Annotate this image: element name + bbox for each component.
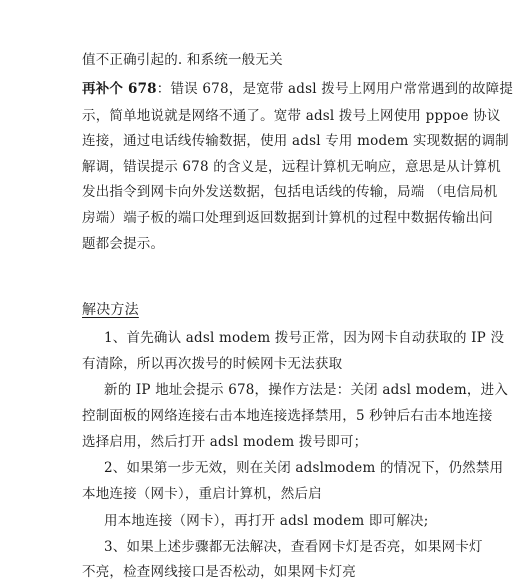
supplement-first-line — [82, 79, 513, 99]
intro-line: 值不正确引起的. 和系统一般无关 — [82, 52, 283, 68]
solution-line: 3、如果上述步骤都无法解决，查看网卡灯是否亮，如果网卡灯 — [104, 539, 483, 555]
solution-line: 本地连接（网卡），重启计算机，然后启 — [82, 486, 322, 502]
solution-line: 用本地连接（网卡），再打开 adsl modem 即可解决; — [104, 513, 429, 529]
solution-line: 新的 IP 地址会提示 678，操作方法是：关闭 adsl modem，进入 — [104, 382, 509, 398]
solution-line: 不亮，检查网线接口是否松动，如果网卡灯亮 — [82, 564, 356, 580]
solution-line: 1、首先确认 adsl modem 拨号正常，因为网卡自动获取的 IP 没 — [104, 330, 505, 346]
supplement-text: ：错误 678，是宽带 adsl 拨号上网用户常常遇到的故障提 — [156, 81, 513, 97]
supplement-line: 解调，错误提示 678 的含义是，远程计算机无响应，意思是从计算机 — [82, 159, 501, 175]
supplement-line: 发出指令到网卡向外发送数据，包括电话线的传输，局端 （电信局机 — [82, 184, 498, 200]
solution-line: 2、如果第一步无效，则在关闭 adslmodem 的情况下，仍然禁用 — [104, 460, 504, 476]
solution-line: 有清除，所以再次拨号的时候网卡无法获取 — [82, 356, 343, 372]
solution-line: 选择启用，然后打开 adsl modem 拨号即可； — [82, 434, 368, 450]
supplement-line: 题都会提示。 — [82, 236, 165, 252]
supplement-line: 房端）端子板的端口处理到返回数据到计算机的过程中数据传输出问 — [82, 210, 493, 226]
supplement-line: 示，简单地说就是网络不通了。宽带 adsl 拨号上网使用 pppoe 协议 — [82, 108, 501, 124]
solution-heading-row — [82, 300, 153, 320]
solution-heading: 解决方法 — [82, 302, 139, 318]
solution-line: 控制面板的网络连接右击本地连接选择禁用，5 秒钟后右击本地连接 — [82, 408, 493, 424]
supplement-line: 连接，通过电话线传输数据，使用 adsl 专用 modem 实现数据的调制 — [82, 133, 509, 149]
supplement-label: 再补个 678 — [82, 81, 157, 97]
